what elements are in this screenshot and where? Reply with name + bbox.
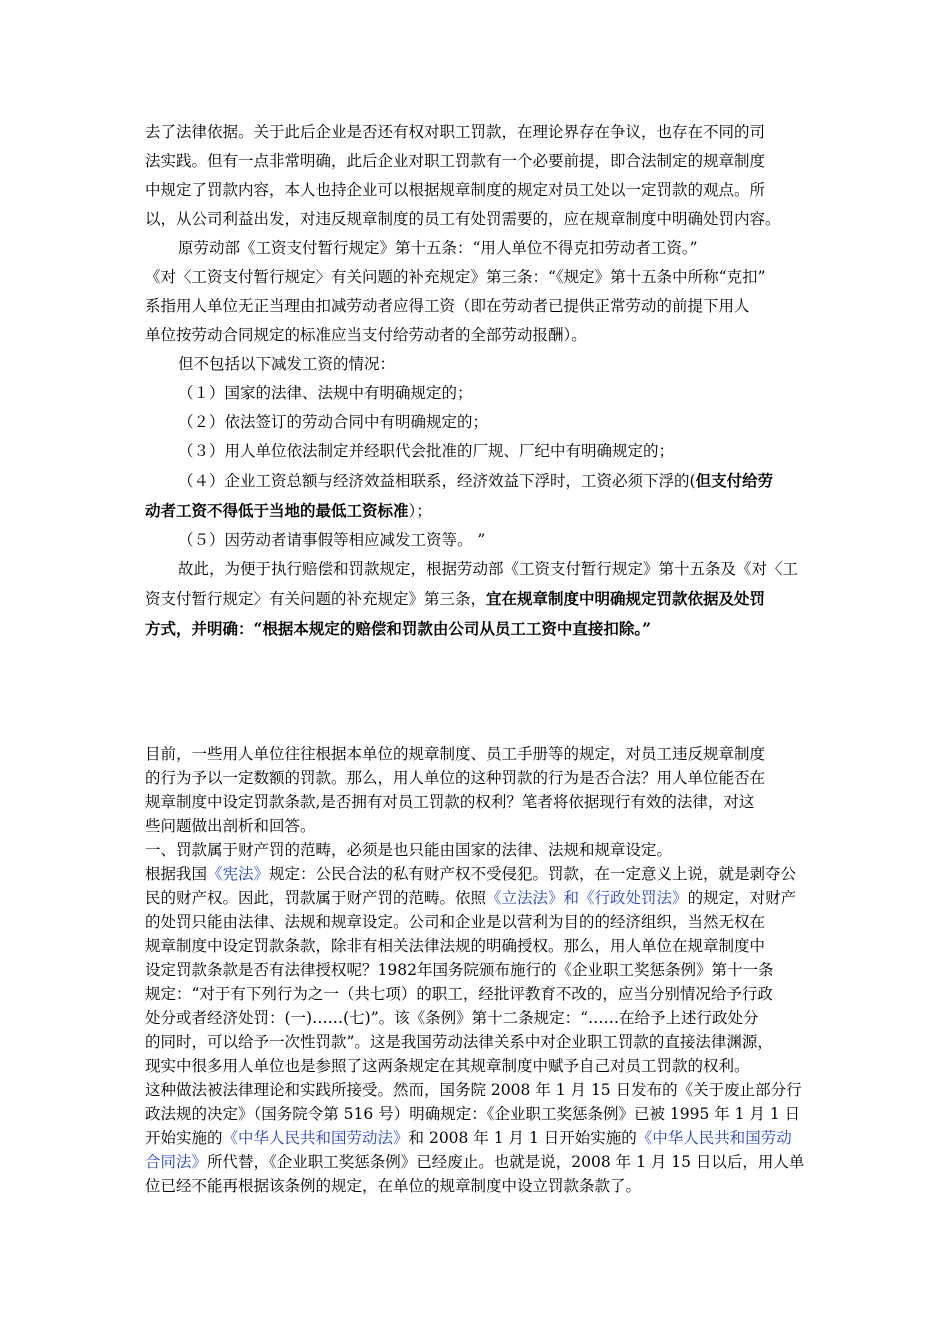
text-line: 中规定了罚款内容，本人也持企业可以根据规章制度的规定对员工处以一定罚款的观点。所 [145, 181, 766, 199]
text-line: 故此，为便于执行赔偿和罚款规定，根据劳动部《工资支付暂行规定》第十五条及《对〈工 [178, 560, 799, 578]
bold-text: 但支付给劳 [695, 471, 774, 490]
text-line: 的同时，可以给予一次性罚款”。这是我国劳动法律关系中对企业职工罚款的直接法律渊源， [145, 1033, 773, 1051]
text-line [145, 862, 813, 886]
text-span: 和 2008 年 1 月 1 日开始实施的 [408, 1129, 637, 1147]
text-line: 目前，一些用人单位往往根据本单位的规章制度、员工手册等的规定，对员工违反规章制度 [145, 745, 766, 763]
section-wage-deduction [145, 118, 811, 643]
text-span: （４）企业工资总额与经济效益相联系，经济效益下浮时，工资必须下浮的( [178, 472, 696, 490]
text-line [145, 886, 813, 910]
text-span: 根据我国 [145, 865, 208, 883]
text-span: ）； [408, 502, 432, 520]
list-item: （２）依法签订的劳动合同中有明确规定的； [178, 413, 489, 431]
bold-text-line: 方式，并明确：“根据本规定的赔偿和罚款由公司从员工工资中直接扣除。” [145, 619, 652, 638]
section-fine-legality [145, 742, 813, 1198]
text-line: 位已经不能再根据该条例的规定，在单位的规章制度中设立罚款条款了。 [145, 1177, 642, 1195]
constitution-link[interactable]: 《宪法》 [207, 865, 270, 883]
text-line [145, 584, 811, 614]
text-line: 规章制度中设定罚款条款，除非有相关法律法规的明确授权。那么，用人单位在规章制度中 [145, 937, 766, 955]
list-item: （３）用人单位依法制定并经职代会批准的厂规、厂纪中有明确规定的； [178, 442, 675, 460]
text-line: 现实中很多用人单位也是参照了这两条规定在其规章制度中赋予自己对员工罚款的权利。 [145, 1057, 750, 1075]
bold-text: 宜在规章制度中明确规定罚款依据及处罚 [486, 589, 766, 608]
text-line: 这种做法被法律理论和实践所接受。然而，国务院 2008 年 1 月 15 日发布的《关于废止部分行 [145, 1081, 802, 1099]
labor-contract-law-link[interactable]: 合同法》 [145, 1153, 208, 1171]
list-item [145, 466, 811, 496]
administrative-penalty-law-link[interactable]: 《行政处罚法》 [579, 889, 688, 907]
text-line: 规定：“对于有下列行为之一（共七项）的职工，经批评教育不改的，应当分别情况给予行政 [145, 985, 773, 1003]
labor-contract-law-link[interactable]: 《中华人民共和国劳动 [636, 1129, 792, 1147]
text-line: 但不包括以下减发工资的情况： [178, 355, 396, 373]
section-heading: 一、罚款属于财产罚的范畴，必须是也只能由国家的法律、法规和规章设定。 [145, 841, 673, 859]
text-line: 规章制度中设定罚款条款,是否拥有对员工罚款的权利？笔者将依据现行有效的法律，对这 [145, 793, 755, 811]
text-line [145, 1126, 813, 1150]
legislation-law-link[interactable]: 《立法法》 [486, 889, 564, 907]
text-line: 的处罚只能由法律、法规和规章设定。公司和企业是以营利为目的的经济组织，当然无权在 [145, 913, 766, 931]
text-line: 些问题做出剖析和回答。 [145, 817, 316, 835]
text-span: 开始实施的 [145, 1129, 223, 1147]
bold-text: 动者工资不得低于当地的最低工资标准 [145, 501, 409, 520]
text-line: 系指用人单位无正当理由扣减劳动者应得工资（即在劳动者已提供正常劳动的前提下用人 [145, 297, 750, 315]
text-line: 的行为予以一定数额的罚款。那么，用人单位的这种罚款的行为是否合法？用人单位能否在 [145, 769, 766, 787]
text-line: 设定罚款条款是否有法律授权呢？1982年国务院颁布施行的《企业职工奖惩条例》第十一条 [145, 961, 774, 979]
text-line: 单位按劳动合同规定的标准应当支付给劳动者的全部劳动报酬）。 [145, 326, 587, 344]
text-line: 法实践。但有一点非常明确，此后企业对职工罚款有一个必要前提，即合法制定的规章制度 [145, 152, 766, 170]
link-connector[interactable]: 和 [563, 889, 580, 907]
text-span: 所代替，《企业职工奖惩条例》已经废止。也就是说，2008 年 1 月 15 日以后，用人单 [207, 1153, 805, 1171]
text-line: 原劳动部《工资支付暂行规定》第十五条：“用人单位不得克扣劳动者工资。” [178, 239, 698, 257]
text-span: 资支付暂行规定〉有关问题的补充规定》第三条， [145, 590, 487, 608]
list-item: （５）因劳动者请事假等相应减发工资等。 ” [178, 531, 486, 549]
text-line: 政法规的决定》（国务院令第 516 号）明确规定：《企业职工奖惩条例》已被 1995 年 1 月 1 日 [145, 1105, 801, 1123]
labor-law-link[interactable]: 《中华人民共和国劳动法》 [222, 1129, 409, 1147]
text-span: 民的财产权。因此，罚款属于财产罚的范畴。依照 [145, 889, 487, 907]
text-line: 去了法律依据。关于此后企业是否还有权对职工罚款，在理论界存在争议，也存在不同的司 [145, 123, 766, 141]
text-span: 规定：公民合法的私有财产权不受侵犯。罚款，在一定意义上说，就是剥夺公 [269, 865, 797, 883]
text-line [145, 1150, 813, 1174]
list-item-continued [145, 496, 811, 526]
text-span: 的规定，对财产 [687, 889, 797, 907]
text-line: 《对〈工资支付暂行规定〉有关问题的补充规定》第三条：“《规定》第十五条中所称“克扣” [145, 268, 766, 286]
text-line: 处分或者经济处罚：(一)……(七)”。该《条例》第十二条规定：“……在给予上述行政处分 [145, 1009, 759, 1027]
text-line: 以，从公司利益出发，对违反规章制度的员工有处罚需要的，应在规章制度中明确处罚内容。 [145, 210, 781, 228]
list-item: （１）国家的法律、法规中有明确规定的； [178, 384, 473, 402]
